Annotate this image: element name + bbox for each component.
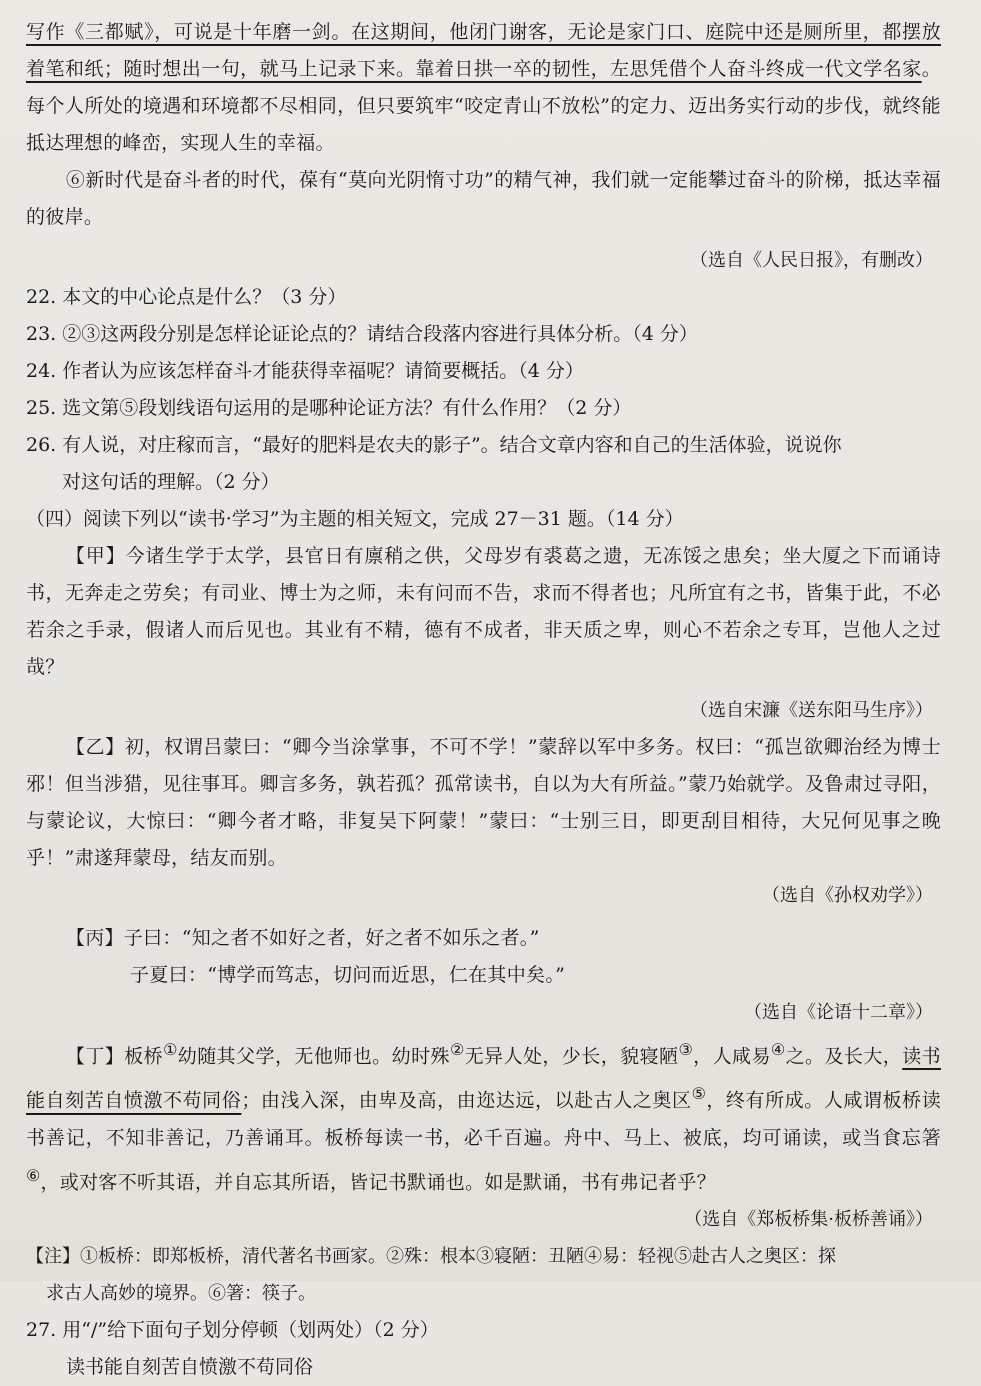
paragraph-6: ⑥新时代是奋斗者的时代，葆有“莫向光阴惰寸功”的精气神，我们就一定能攀过奋斗的阶梯，抵达幸福的彼岸。 [26,169,941,228]
source-bing: （选自《论语十二章》） [744,1002,933,1023]
passage-jia: 【甲】今诸生学于太学，县官日有廪稍之供，父母岁有裘葛之遗，无冻馁之患矣；坐大厦之下而诵诗书，无奔走之劳矣；有司业、博士为之师，未有问而不告，求而不得者也；凡所宜有之书，皆集于此，不必若余之手录，假诸人而后见也。其业有不精，德有不成者，非天质之卑，则心不若余之专耳，岂他人之过哉？ [26,545,941,678]
passage-yi: 【乙】初，权谓吕蒙曰：“卿今当涂掌事，不可不学！”蒙辞以军中多务。权曰：“孤岂欲卿治经为博士邪！但当涉猎，见往事耳。卿言多务，孰若孤？孤常读书，自以为大有所益。”蒙乃始就学。及鲁肃过寻阳，与蒙论议，大惊曰：“卿今者才略，非复吴下阿蒙！”蒙曰：“士别三日，即更刮目相待，大兄何见事之晚乎！”肃遂拜蒙母，结友而别。 [26,736,941,869]
intro-paragraph [26,14,941,162]
question-25: 25. 选文第⑤段划线语句运用的是哪种论证方法？有什么作用？（2 分） [26,397,632,419]
question-24: 24. 作者认为应该怎样奋斗才能获得幸福呢？请简要概括。（4 分） [26,360,584,382]
underlined-sentence: 读书能自刻苦自愤激不苟同俗 [26,1045,941,1112]
source-ding: （选自《郑板桥集·板桥善诵》） [684,1208,933,1230]
source-renmin: （选自《人民日报》，有删改） [690,250,933,271]
question-27-sentence: 读书能自刻苦自愤激不苟同俗 [66,1355,314,1378]
passage-ding: 【丁】板桥①幼随其父学，无他师也。幼时殊②无异人处，少长，貌寝陋③，人咸易④之。及长大，读书能自刻苦自愤激不苟同俗；由浅入深，由卑及高，由迩达远，以赴古人之奥区⑤，终有所成。人咸谓板桥读书善记，不知非善记，乃善诵耳。板桥每读一书，必千百遍。舟中、马上、被底，均可诵读，或当食忘箸⑥，或对客不听其语，并自忘其所语，皆记书默诵也。如是默诵，书有弗记者乎？ [26,1040,941,1193]
source-jia: （选自宋濂《送东阳马生序》） [690,700,933,721]
intro-text: 。每个人所处的境遇和环境都不尽相同，但只要筑牢“咬定青山不放松”的定力、迈出务实行动的步伐，就终能抵达理想的峰峦，实现人生的幸福。 [26,58,941,154]
question-27: 27. 用“/”给下面句子划分停顿（划两处）（2 分） [26,1318,439,1341]
notes-line1: 【注】①板桥：即郑板桥，清代著名书画家。②殊：根本③寝陋：丑陋④易：轻视⑤赴古人之奥区：探 [26,1245,836,1267]
question-22: 22. 本文的中心论点是什么？（3 分） [26,286,347,308]
passage-bing-line2: 子夏曰：“博学而笃志，切问而近思，仁在其中矣。” [130,964,566,986]
notes-line2: 求古人高妙的境界。⑥箸：筷子。 [46,1282,316,1304]
question-26: 26. 有人说，对庄稼而言，“最好的肥料是农夫的影子”。结合文章内容和自己的生活体验，说说你 对这句话的理解。（2 分） [26,434,842,493]
question-23: 23. ②③这两段分别是怎样论证论点的？请结合段落内容进行具体分析。（4 分） [26,323,698,345]
source-yi: （选自《孙权劝学》） [762,885,933,906]
passage-bing-line1: 【丙】子曰：“知之者不如好之者，好之者不如乐之者。” [65,927,540,949]
section-4-heading: （四）阅读下列以“读书·学习”为主题的相关短文，完成 27－31 题。（14 分） [26,508,684,530]
underlined-example: 写作《三都赋》，可说是十年磨一剑。在这期间，他闭门谢客，无论是家门口、庭院中还是厕所里，都摆放着笔和纸；随时想出一句，就马上记录下来。靠着日拱一卒的韧性，左思凭借个人奋斗终成一代文学名家 [26,21,941,80]
